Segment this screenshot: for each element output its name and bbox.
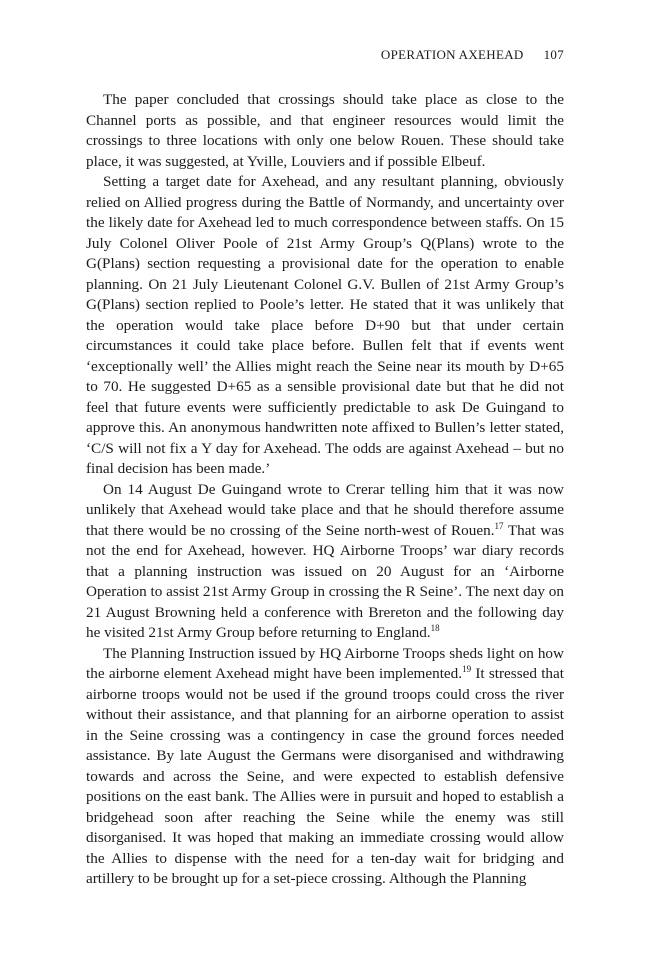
running-head — [86, 47, 564, 63]
paragraph-1: The paper concluded that crossings should take place as close to the Channel ports as possible, and that engineer resources would limit the crossings to three locations with only one below Rouen. These should take place, it was suggested, at Yville, Louviers and if possible Elbeuf. — [86, 91, 564, 170]
page-number: 107 — [543, 47, 564, 62]
paragraph-3-text-a: On 14 August De Guingand wrote to Crerar telling him that it was now unlikely that Axehead would take place and that he should therefore assume that there would be no crossing of the Seine north-west of Rouen. — [86, 480, 564, 539]
running-title: OPERATION AXEHEAD — [380, 47, 524, 62]
footnote-ref-19: 19 — [462, 664, 472, 674]
paragraph-2: Setting a target date for Axehead, and any resultant planning, obviously relied on Allied progress during the Battle of Normandy, and uncertainty over the likely date for Axehead led to much correspondence between staffs. On 15 July Colonel Oliver Poole of 21st Army Group’s Q(Plans) wrote to the G(Plans) section requesting a provisional date for the operation to enable planning. On 21 July Lieutenant Colonel G.V. Bullen of 21st Army Group’s G(Plans) section replied to Poole’s letter. He stated that it was unlikely that the operation would take place before D+90 but that under certain circumstances it could take place before. Bullen felt that if events went ‘exceptionally well’ the Allies might reach the Seine near its mouth by D+65 to 70. He suggested D+65 as a sensible provisional date but that he did not feel that future events were sufficiently predictable to ask De Guingand to approve this. An anonymous handwritten note affixed to Bullen’s letter stated, ‘C/S will not fix a Y day for Axehead. The odds are against Axehead – but no final decision has been made.’ — [86, 173, 564, 477]
paragraph-4-text-b: It stressed that airborne troops would not be used if the ground troops could cross the river without their assistance, and that planning for an airborne operation to assist in the Seine crossing was a contingency in case the ground forces needed assistance. By late August the Germans were disorganised and withdrawing towards and across the Seine, and were expected to establish defensive positions on the east bank. The Allies were in pursuit and hoped to establish a bridgehead soon after reaching the Seine while the enemy was still disorganised. It was hoped that making an immediate crossing would allow the Allies to dispense with the need for a ten-day wait for bridging and artillery to be brought up for a set-piece crossing. Although the Planning — [86, 665, 564, 887]
paragraph-3 — [86, 480, 564, 644]
paragraph-4 — [86, 644, 564, 890]
paragraph-3-text-b: That was not the end for Axehead, however. HQ Airborne Troops’ war diary records that a planning instruction was issued on 20 August for an ‘Airborne Operation to assist 21st Army Group in crossing the R Seine’. The next day on 21 August Browning held a conference with Brereton and the following day he visited 21st Army Group before returning to England. — [86, 521, 564, 641]
paragraph-4-text-a: The Planning Instruction issued by HQ Airborne Troops sheds light on how the airborne element Axehead might have been implemented. — [86, 644, 564, 682]
body-text — [86, 90, 564, 890]
footnote-ref-18: 18 — [430, 623, 440, 633]
footnote-ref-17: 17 — [494, 520, 504, 531]
